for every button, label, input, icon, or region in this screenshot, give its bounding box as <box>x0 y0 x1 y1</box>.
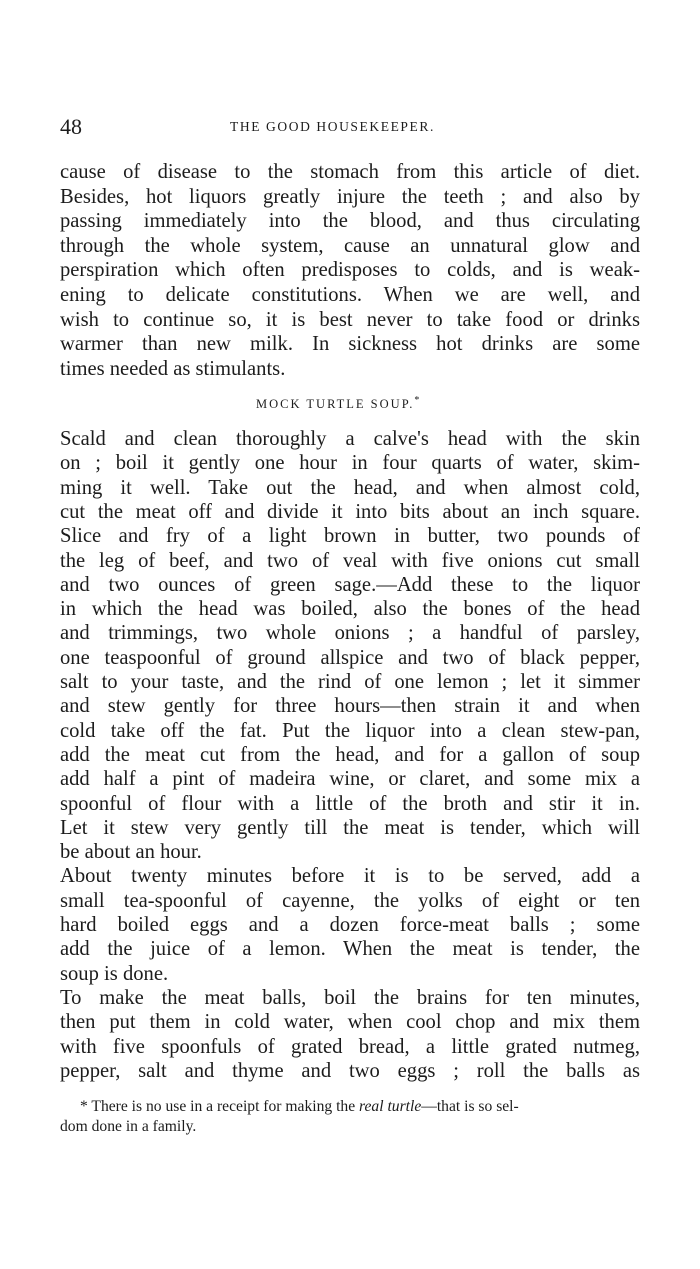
text-line: through the whole system, cause an unnatural glow and <box>60 234 640 257</box>
footnote-line-1 <box>60 1097 640 1117</box>
text-line: in which the head was boiled, also the bones of the head <box>60 598 640 621</box>
text-line: soup is done. <box>60 962 169 985</box>
text-line: and two ounces of green sage.—Add these to the liquor <box>60 573 640 596</box>
text-line: times needed as stimulants. <box>60 357 286 380</box>
text-line: warmer than new milk. In sickness hot drinks are some <box>60 333 640 356</box>
text-line: Scald and clean thoroughly a calve's head with the skin <box>60 428 640 450</box>
page-number: 48 <box>60 114 82 139</box>
text-line: cut the meat off and divide it into bits about an inch square. <box>60 500 640 523</box>
text-line: one teaspoonful of ground allspice and two of black pepper, <box>60 646 640 669</box>
footnote-prefix: * There is no use in a receipt for making the <box>80 1098 360 1115</box>
text-line: cold take off the fat. Put the liquor into a clean stew-pan, <box>60 719 640 742</box>
footnote-continuation: dom done in a family. <box>60 1118 197 1135</box>
page-header <box>60 114 640 140</box>
text-line: add half a pint of madeira wine, or claret, and some mix a <box>60 768 640 791</box>
text-line: salt to your taste, and the rind of one lemon ; let it simmer <box>60 671 640 693</box>
text-line: pepper, salt and thyme and two eggs ; roll the balls as <box>60 1059 640 1082</box>
text-line: small tea-spoonful of cayenne, the yolks of eight or ten <box>60 889 640 912</box>
text-line: hard boiled eggs and a dozen force-meat balls ; some <box>60 914 640 936</box>
text-line: Besides, hot liquors greatly injure the teeth ; and also by <box>60 185 640 208</box>
footnote-line-2 <box>60 1117 640 1137</box>
footnote-suffix: —that is so sel- <box>421 1098 519 1115</box>
text-line: About twenty minutes before it is to be served, add a <box>60 865 640 888</box>
text-line: perspiration which often predisposes to colds, and is weak- <box>60 259 640 282</box>
text-line: Let it stew very gently till the meat is tender, which will <box>60 816 640 839</box>
text-line: wish to continue so, it is best never to take food or drinks <box>60 308 640 331</box>
running-head: THE GOOD HOUSEKEEPER. <box>230 119 435 134</box>
text-line: Slice and fry of a light brown in butter, two pounds of <box>60 525 640 548</box>
section-title <box>256 393 419 412</box>
section-title-text: MOCK TURTLE SOUP. <box>256 397 415 412</box>
text-line: cause of disease to the stomach from this article of diet. <box>60 161 640 183</box>
text-line: and stew gently for three hours—then strain it and when <box>60 695 640 718</box>
text-line: To make the meat balls, boil the brains for ten minutes, <box>60 986 640 1009</box>
footnote-marker: * <box>414 395 420 406</box>
text-line: then put them in cold water, when cool chop and mix them <box>60 1011 640 1034</box>
text-line: ming it well. Take out the head, and when almost cold, <box>60 476 640 499</box>
text-line: add the meat cut from the head, and for a gallon of soup <box>60 743 640 766</box>
text-line: and trimmings, two whole onions ; a handful of parsley, <box>60 622 640 645</box>
text-line: on ; boil it gently one hour in four quarts of water, skim- <box>60 452 640 475</box>
footnote-italic: real turtle <box>359 1098 422 1115</box>
text-line: be about an hour. <box>60 841 202 864</box>
text-line: passing immediately into the blood, and thus circulating <box>60 210 640 233</box>
text-line: the leg of beef, and two of veal with five onions cut small <box>60 549 640 572</box>
text-line: add the juice of a lemon. When the meat is tender, the <box>60 938 640 961</box>
text-line: spoonful of flour with a little of the broth and stir it in. <box>60 792 640 815</box>
text-line: ening to delicate constitutions. When we are well, and <box>60 284 640 306</box>
text-line: with five spoonfuls of grated bread, a little grated nutmeg, <box>60 1035 640 1058</box>
